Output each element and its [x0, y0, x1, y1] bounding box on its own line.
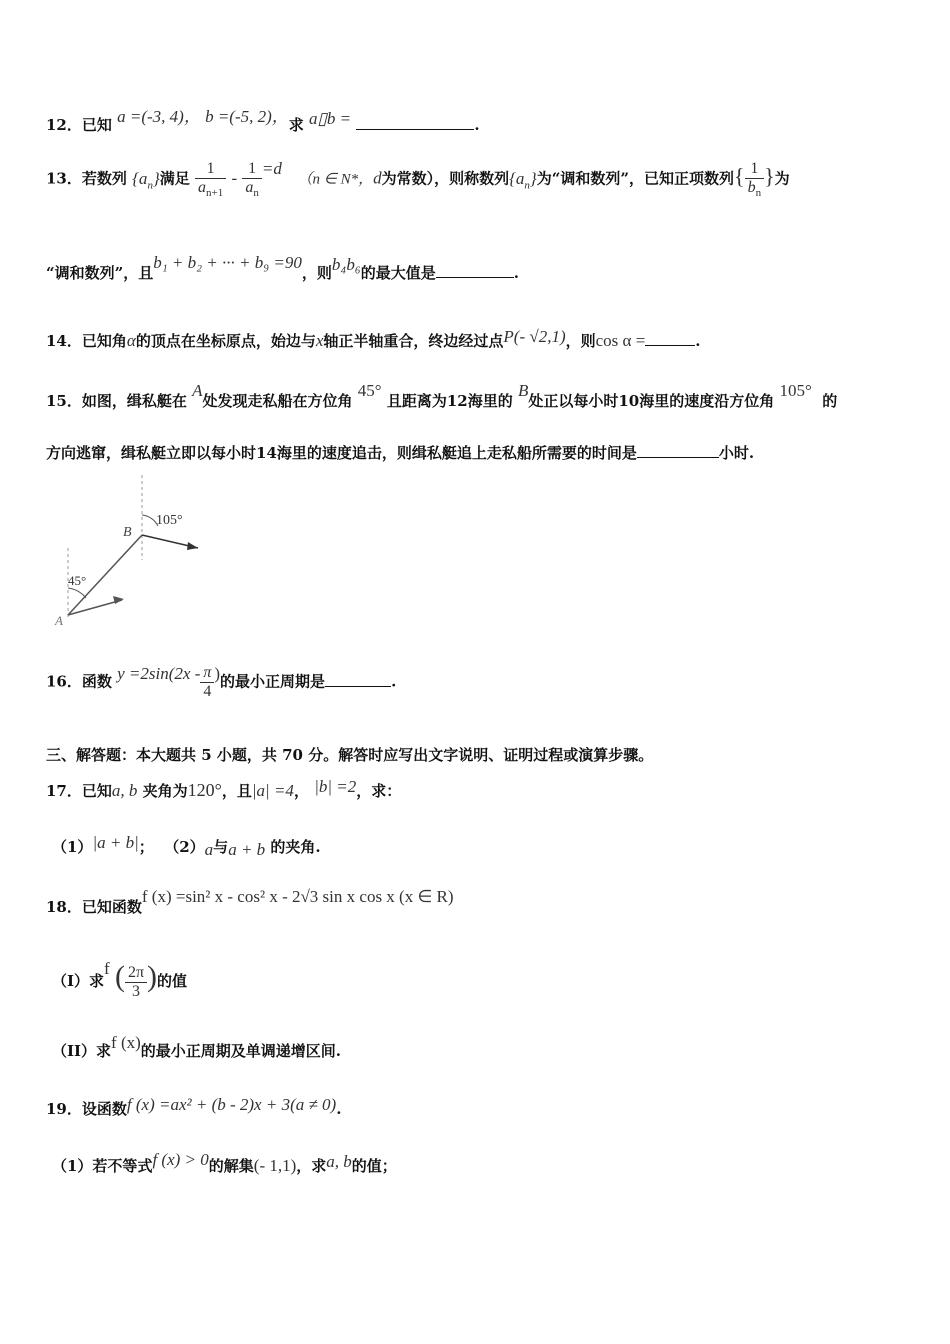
q13-text: 若数列	[81, 169, 127, 188]
q13-text: 的最大值是	[360, 264, 436, 282]
q18-text: 的最小正周期及单调递增区间.	[140, 1042, 342, 1060]
question-16	[46, 664, 396, 701]
q17-text: ，且	[221, 782, 252, 800]
q13-d: d	[373, 168, 382, 188]
diagram-label-a: A	[55, 613, 63, 628]
q17-a: a	[204, 840, 214, 859]
q12-number: 12．	[46, 116, 82, 134]
diagram-label-45: 45°	[68, 573, 87, 588]
q14-alpha: α	[126, 331, 136, 350]
question-18-part-2	[52, 1033, 342, 1061]
q18-text: 的值	[157, 972, 188, 990]
q17-abs-a: |a| =4	[251, 781, 294, 800]
q14-x: x	[315, 331, 324, 350]
q15-speed-14: 14	[256, 444, 277, 462]
q17-ab: a, b	[111, 781, 138, 800]
q12-vectors: a =(-3, 4)， b =(-5, 2)，	[117, 107, 289, 126]
q17-text: 已知	[81, 782, 112, 800]
q12-ask: 求	[288, 116, 304, 134]
q13-period: .	[513, 264, 519, 282]
q15-text: 小时.	[718, 444, 755, 462]
q19-part-1: （1）若不等式	[52, 1157, 153, 1175]
q12-period: .	[474, 116, 480, 134]
q12-dot-product: a▯b =	[309, 109, 352, 128]
q18-number: 18．	[46, 898, 82, 916]
q12-text: 已知	[81, 116, 112, 134]
q13-minus: -	[231, 168, 238, 188]
q17-part-2: （2）	[164, 838, 205, 856]
q15-point-a: A	[192, 381, 203, 400]
question-17: 17．已知a, b 夹角为120°，且|a| =4， |b| =2，求：	[46, 777, 402, 800]
q15-diagram	[50, 470, 220, 630]
q13-sequence-an-2: $\{a_n\}$	[509, 168, 537, 191]
question-13-line2	[46, 253, 519, 283]
q13-text: 为“调和数列”，已知正项数列	[536, 169, 734, 188]
q19-text: 设函数	[81, 1100, 127, 1118]
q17-angle: 120°	[187, 780, 222, 800]
question-18-part-1: （I）求f ( $\frac{2\pi}{3}$ )的值	[52, 959, 188, 1000]
q14-cos: cos α =	[595, 331, 646, 350]
q14-period: .	[695, 332, 701, 350]
diagram-label-b: B	[123, 525, 132, 540]
question-19: 19．设函数f (x) =ax² + (b - 2)x + 3(a ≠ 0).	[46, 1095, 342, 1118]
q18-f: f	[104, 959, 110, 978]
q13-text: “调和数列”，且	[46, 264, 154, 282]
q14-answer-blank[interactable]	[645, 333, 695, 346]
q17-text: ，求：	[356, 782, 402, 800]
q19-inequality: f (x) > 0	[152, 1150, 209, 1169]
q16-text: 的最小正周期是	[220, 672, 326, 691]
q12-answer-blank[interactable]	[356, 117, 474, 130]
q13-frac-2: $\frac{1}{a_n}$	[242, 160, 262, 199]
q13-sum: b₁ + b₂ + ··· + b₉ =90	[153, 253, 302, 272]
angle-arc-45	[68, 588, 86, 598]
q13-text: 满足	[159, 169, 190, 188]
question-19-part-1	[52, 1150, 397, 1176]
q13-text: ，则	[301, 264, 332, 282]
question-17-parts: （1）|a + b|； （2）a与a + b 的夹角.	[52, 833, 321, 859]
question-13: 13．若数列 $\{a_n\}$满足 $\frac{1}{a_{n+1}}$ - $\frac{1}{a_n}$ =d （n ∈ N*，d为常数），则称数列$\{a_n\}$为“调和数列”，已知正项数列{ $\frac{1}{b_n}$ }为	[46, 158, 790, 200]
q15-speed-10: 10	[618, 392, 640, 410]
question-18	[46, 887, 454, 917]
q19-text: 的值；	[351, 1157, 397, 1175]
q14-text: ，则	[565, 332, 596, 350]
q14-text: 已知角	[81, 332, 127, 350]
q16-text: 函数	[81, 672, 112, 691]
q14-number: 14．	[46, 332, 82, 350]
q13-sequence-an: $\{a_n\}$	[132, 168, 160, 191]
q15-text: 海里的速度追击，则缉私艇追上走私船所需要的时间是	[276, 444, 637, 462]
q19-number: 19．	[46, 1100, 82, 1118]
q16-function: y =2sin(2x -	[117, 663, 201, 683]
diagram-label-105: 105°	[156, 513, 183, 528]
q17-a-plus-b: a + b	[228, 840, 266, 859]
q19-text: ，求	[296, 1157, 327, 1175]
a-arrow	[68, 600, 122, 615]
question-12	[46, 107, 480, 135]
q15-text: 海里的速度沿方位角	[639, 392, 775, 410]
q19-ab: a, b	[326, 1152, 352, 1171]
question-15-line2	[46, 442, 754, 463]
q13-frac-1: $\frac{1}{a_{n+1}}$	[195, 160, 226, 199]
q13-text: 为常数），则称数列	[381, 169, 510, 188]
q15-text: 处正以每小时	[528, 392, 619, 410]
q19-text: 的解集	[208, 1157, 254, 1175]
q13-condition: （n ∈ N*，	[297, 171, 374, 188]
q16-answer-blank[interactable]	[325, 674, 391, 687]
q15-angle-45: 45°	[357, 381, 382, 400]
q15-distance: 12	[446, 392, 468, 410]
q15-text: 的	[822, 392, 838, 410]
q13-number: 13．	[46, 169, 82, 188]
q18-fx: f (x)	[111, 1033, 141, 1052]
q18-part-1: （I）求	[52, 972, 105, 990]
question-14	[46, 327, 701, 351]
section-3-title: 三、解答题：本大题共 5 小题，共 70 分。解答时应写出文字说明、证明过程或演算步骤。	[46, 746, 654, 764]
q14-text: 轴正半轴重合，终边经过点	[323, 332, 504, 350]
q16-number: 16．	[46, 672, 82, 691]
question-15	[46, 381, 838, 411]
q13-eq-d: =d	[261, 158, 282, 178]
q15-text: 方向逃窜，缉私艇立即以每小时	[46, 444, 257, 462]
q16-period: .	[391, 672, 397, 691]
q14-point: P(- √2,1)	[503, 327, 566, 346]
q15-text: 且距离为	[386, 392, 447, 410]
q15-angle-105: 105°	[779, 381, 812, 400]
q17-part-1: （1）	[52, 838, 93, 856]
q13-frac-3: $\frac{1}{b_n}$	[745, 160, 765, 199]
q13-product: b₄b₆	[331, 255, 361, 274]
q17-number: 17．	[46, 782, 82, 800]
q18-text: 已知函数	[81, 898, 142, 916]
b-arrowhead	[187, 542, 198, 550]
q15-answer-blank[interactable]	[637, 445, 719, 458]
q17-text: 夹角为	[142, 782, 188, 800]
q15-number: 15．	[46, 392, 82, 410]
q16-frac: $\frac{\pi}{4}$	[200, 664, 214, 701]
q18-frac: $\frac{2\pi}{3}$	[125, 964, 147, 1001]
q15-point-b: B	[517, 381, 529, 400]
q17-text: 的夹角.	[270, 838, 321, 856]
q17-abs-sum: |a + b|	[92, 833, 139, 852]
q13-answer-blank[interactable]	[436, 265, 514, 278]
q19-solution-set: (- 1,1)	[253, 1156, 297, 1175]
q14-text: 的顶点在坐标原点，始边与	[135, 332, 316, 350]
q13-text: 为	[774, 169, 790, 188]
q19-function: f (x) =ax² + (b - 2)x + 3(a ≠ 0)	[126, 1095, 337, 1114]
q15-text: 海里的	[467, 392, 513, 410]
q15-text: 处发现走私船在方位角	[202, 392, 353, 410]
q18-function: f (x) =sin² x - cos² x - 2√3 sin x cos x (x ∈ R)	[141, 887, 454, 906]
q18-part-2: （II）求	[52, 1042, 112, 1060]
q15-text: 如图，缉私艇在	[81, 392, 187, 410]
q17-abs-b: |b| =2	[314, 777, 357, 796]
q16-close: )	[214, 663, 221, 683]
